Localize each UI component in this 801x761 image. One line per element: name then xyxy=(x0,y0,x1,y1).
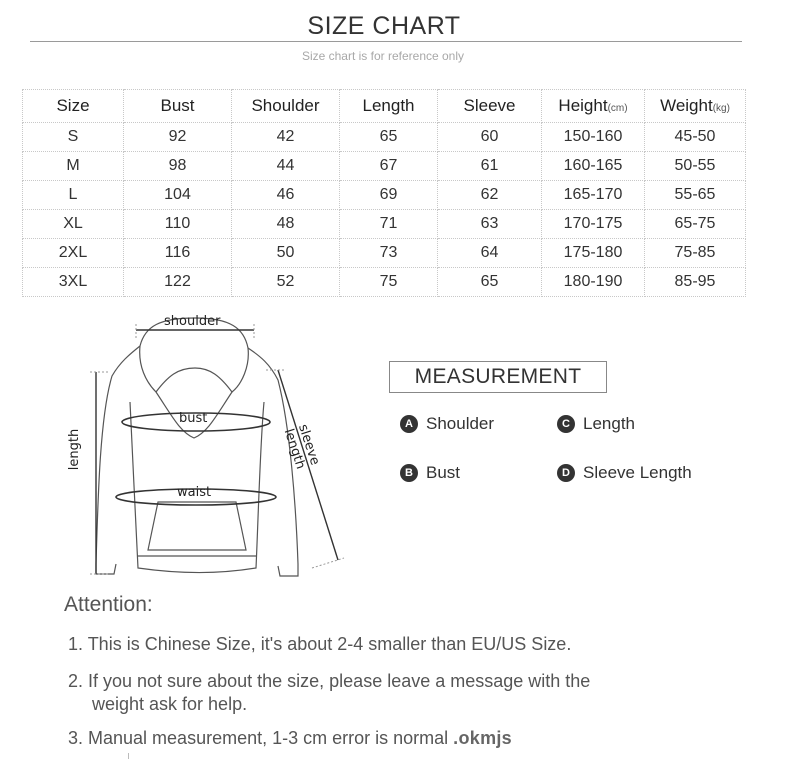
table-cell: 122 xyxy=(124,268,232,297)
table-cell: 52 xyxy=(232,268,340,297)
table-cell: 45-50 xyxy=(645,123,746,152)
table-cell: 175-180 xyxy=(542,239,645,268)
height-unit: (cm) xyxy=(607,103,628,114)
table-cell: 71 xyxy=(340,210,438,239)
table-cell: 62 xyxy=(438,181,542,210)
size-table xyxy=(22,89,746,297)
table-cell: 104 xyxy=(124,181,232,210)
length-label: length xyxy=(67,428,83,471)
waist-label: waist xyxy=(177,485,212,500)
table-row xyxy=(23,268,746,297)
measurement-item-shoulder xyxy=(400,414,494,434)
attention-note-2-continued: weight ask for help. xyxy=(92,694,248,714)
table-row xyxy=(23,152,746,181)
table-cell: 150-160 xyxy=(542,123,645,152)
badge-b-icon: B xyxy=(400,464,418,482)
table-cell: 55-65 xyxy=(645,181,746,210)
table-cell: 64 xyxy=(438,239,542,268)
table-cell: 50-55 xyxy=(645,152,746,181)
attention-heading: Attention: xyxy=(64,593,153,616)
measurement-item-sleeve-length xyxy=(557,463,692,483)
table-cell: 110 xyxy=(124,210,232,239)
header-length: Length xyxy=(340,90,438,123)
table-cell: 116 xyxy=(124,239,232,268)
table-cell: M xyxy=(23,152,124,181)
header-bust: Bust xyxy=(124,90,232,123)
table-cell: 160-165 xyxy=(542,152,645,181)
table-cell: 42 xyxy=(232,123,340,152)
table-cell: L xyxy=(23,181,124,210)
table-cell: 50 xyxy=(232,239,340,268)
attention-note-3 xyxy=(68,727,512,750)
table-cell: 61 xyxy=(438,152,542,181)
shoulder-label: shoulder xyxy=(164,314,221,329)
table-row xyxy=(23,181,746,210)
table-cell: 63 xyxy=(438,210,542,239)
badge-c-icon: C xyxy=(557,415,575,433)
measurement-title: MEASUREMENT xyxy=(389,361,607,393)
table-cell: 46 xyxy=(232,181,340,210)
table-cell: 73 xyxy=(340,239,438,268)
measurement-item-bust xyxy=(400,463,460,483)
measurement-label: Length xyxy=(583,414,635,433)
header-height: Height(cm) xyxy=(542,90,645,123)
attention-note-1: 1. This is Chinese Size, it's about 2-4 smaller than EU/US Size. xyxy=(68,634,572,654)
watermark-text: .okmjs xyxy=(453,728,512,748)
table-cell: 3XL xyxy=(23,268,124,297)
table-cell: S xyxy=(23,123,124,152)
attention-note-2: 2. If you not sure about the size, please leave a message with the xyxy=(68,671,591,691)
title-divider xyxy=(30,41,742,42)
page-subtitle: Size chart is for reference only xyxy=(301,49,465,63)
weight-unit: (kg) xyxy=(712,103,730,114)
sleeve-length-label: sleeve length xyxy=(280,422,323,472)
size-table-body xyxy=(23,123,746,297)
table-cell: 65 xyxy=(340,123,438,152)
table-cell: 2XL xyxy=(23,239,124,268)
bust-label: bust xyxy=(179,411,208,426)
table-cell: 65 xyxy=(438,268,542,297)
table-cell: 69 xyxy=(340,181,438,210)
table-cell: 60 xyxy=(438,123,542,152)
table-cell: 98 xyxy=(124,152,232,181)
header-weight: Weight(kg) xyxy=(645,90,746,123)
table-cell: 165-170 xyxy=(542,181,645,210)
divider-tick xyxy=(128,753,129,759)
table-cell: 44 xyxy=(232,152,340,181)
measurement-label: Sleeve Length xyxy=(583,463,692,482)
table-cell: 85-95 xyxy=(645,268,746,297)
header-shoulder: Shoulder xyxy=(232,90,340,123)
header-sleeve: Sleeve xyxy=(438,90,542,123)
table-row xyxy=(23,123,746,152)
table-cell: 170-175 xyxy=(542,210,645,239)
table-row xyxy=(23,239,746,268)
measurement-label: Bust xyxy=(426,463,461,482)
table-header-row xyxy=(23,90,746,123)
table-cell: 180-190 xyxy=(542,268,645,297)
measurement-item-length xyxy=(557,414,635,434)
badge-d-icon: D xyxy=(557,464,575,482)
measurement-label: Shoulder xyxy=(426,414,495,433)
table-row xyxy=(23,210,746,239)
table-cell: 75-85 xyxy=(645,239,746,268)
table-cell: 92 xyxy=(124,123,232,152)
table-cell: 75 xyxy=(340,268,438,297)
attention-note-3-text: 3. Manual measurement, 1-3 cm error is normal xyxy=(68,728,449,748)
table-cell: 48 xyxy=(232,210,340,239)
table-cell: 65-75 xyxy=(645,210,746,239)
table-cell: XL xyxy=(23,210,124,239)
table-cell: 67 xyxy=(340,152,438,181)
badge-a-icon: A xyxy=(400,415,418,433)
page-title: SIZE CHART xyxy=(307,12,461,40)
hoodie-diagram xyxy=(60,306,350,588)
header-size: Size xyxy=(23,90,124,123)
